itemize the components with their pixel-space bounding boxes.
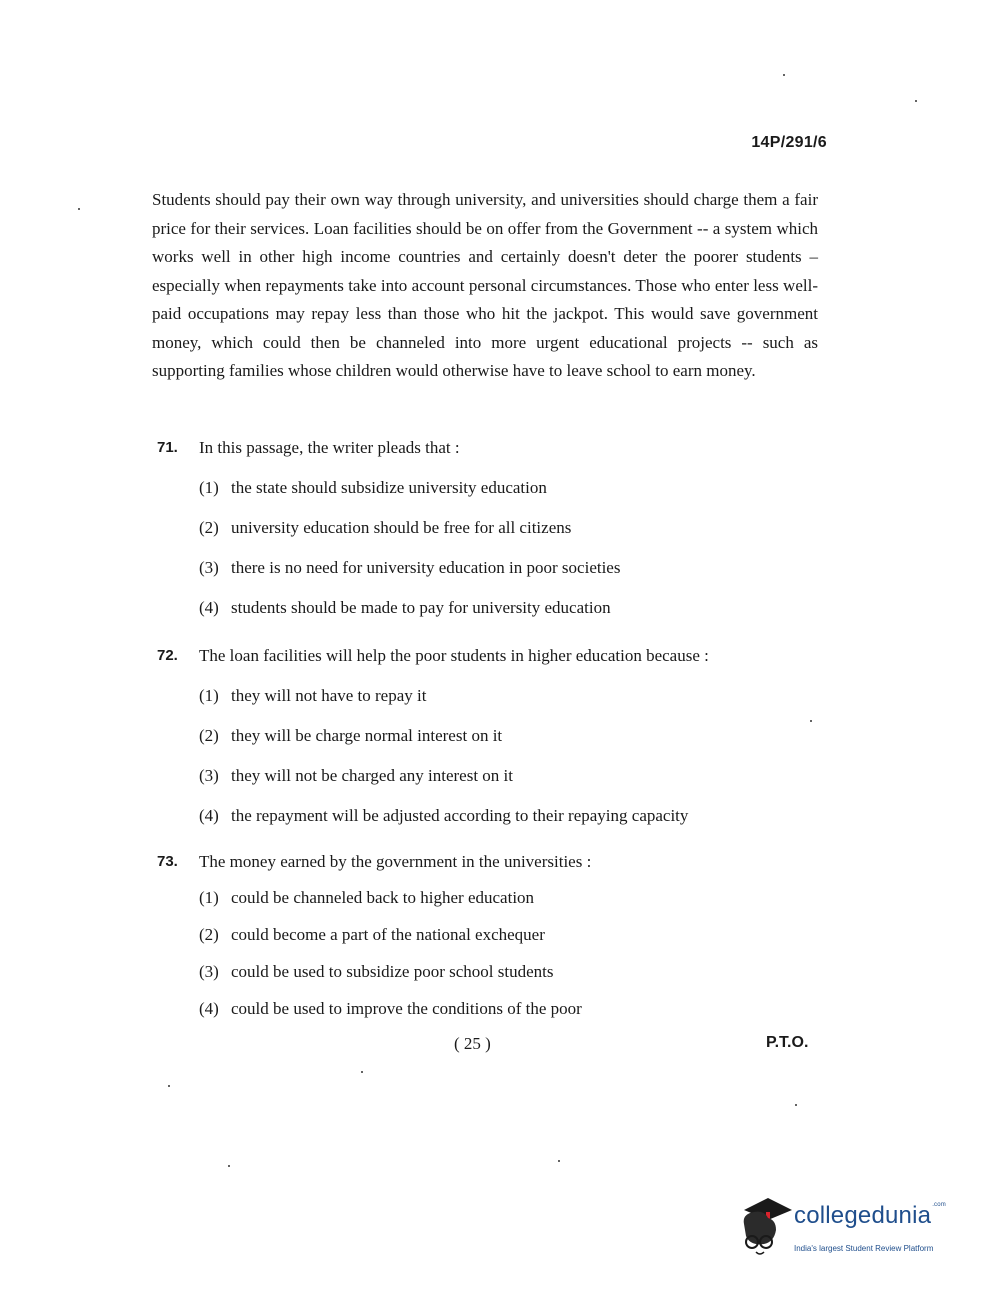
collegedunia-logo xyxy=(736,1196,966,1262)
page-number: ( 25 ) xyxy=(454,1034,491,1053)
option-text: the state should subsidize university education xyxy=(231,478,547,497)
scan-speck xyxy=(558,1160,560,1162)
option-item xyxy=(199,886,797,910)
option-text: could become a part of the national exchequer xyxy=(231,925,545,944)
option-text: could be used to subsidize poor school students xyxy=(231,962,554,981)
option-number: (2) xyxy=(199,518,219,537)
question-text: In this passage, the writer pleads that : xyxy=(199,438,460,457)
option-item xyxy=(199,724,797,748)
option-item xyxy=(199,997,797,1021)
option-number: (2) xyxy=(199,925,219,944)
pto-label: P.T.O. xyxy=(766,1034,809,1051)
option-number: (1) xyxy=(199,888,219,907)
option-number: (1) xyxy=(199,686,219,705)
question-number: 73. xyxy=(157,853,178,870)
question-text: The money earned by the government in the universities : xyxy=(199,852,592,871)
scan-speck xyxy=(361,1071,363,1073)
option-item xyxy=(199,476,797,500)
logo-suffix: .com xyxy=(932,1202,946,1208)
student-mascot-icon xyxy=(736,1196,792,1258)
option-number: (3) xyxy=(199,558,219,577)
scan-speck xyxy=(795,1104,797,1106)
option-number: (4) xyxy=(199,999,219,1018)
option-number: (3) xyxy=(199,962,219,981)
logo-word: collegedunia xyxy=(794,1202,932,1229)
question-text: The loan facilities will help the poor students in higher education because : xyxy=(199,646,709,665)
option-number: (2) xyxy=(199,726,219,745)
option-text: they will be charge normal interest on it xyxy=(231,726,503,745)
question-number: 72. xyxy=(157,647,178,664)
option-text: there is no need for university education in poor societies xyxy=(231,558,621,577)
question-73 xyxy=(157,850,797,1034)
option-text: could be channeled back to higher education xyxy=(231,888,535,907)
option-text: could be used to improve the conditions of the poor xyxy=(231,999,582,1018)
scan-speck xyxy=(915,100,917,102)
option-item xyxy=(199,596,797,620)
option-item xyxy=(199,764,797,788)
paper-code: 14P/291/6 xyxy=(751,134,827,151)
option-number: (4) xyxy=(199,806,219,825)
option-number: (4) xyxy=(199,598,219,617)
option-item xyxy=(199,960,797,984)
question-72 xyxy=(157,644,797,844)
reading-passage: Students should pay their own way through university, and universities should charge them a fair price for their services. Loan facilities should be on offer from the Government -- a system which works well in other high income countries and certainly doesn't deter the poorer students – especially when repayments take into account personal circumstances. Those who enter less well-paid occupations may repay less than those who hit the jackpot. This would save government money, which could then be channeled into more urgent educational projects -- such as supporting families whose children would otherwise have to leave school to earn money. xyxy=(152,190,818,380)
question-number: 71. xyxy=(157,439,178,456)
option-text: they will not be charged any interest on it xyxy=(231,766,514,785)
logo-tagline: India's largest Student Review Platform xyxy=(794,1244,934,1253)
option-number: (3) xyxy=(199,766,219,785)
option-text: university education should be free for all citizens xyxy=(231,518,572,537)
option-item xyxy=(199,923,797,947)
option-item xyxy=(199,556,797,580)
option-number: (1) xyxy=(199,478,219,497)
scan-speck xyxy=(810,720,812,722)
question-71 xyxy=(157,436,797,636)
scan-speck xyxy=(168,1085,170,1087)
option-text: students should be made to pay for university education xyxy=(231,598,611,617)
scan-speck xyxy=(783,74,785,76)
option-item xyxy=(199,684,797,708)
scan-speck xyxy=(78,208,80,210)
scan-speck xyxy=(228,1165,230,1167)
option-item xyxy=(199,804,797,828)
option-text: the repayment will be adjusted according to their repaying capacity xyxy=(231,806,689,825)
option-item xyxy=(199,516,797,540)
logo-wordmark xyxy=(794,1202,946,1230)
option-text: they will not have to repay it xyxy=(231,686,427,705)
